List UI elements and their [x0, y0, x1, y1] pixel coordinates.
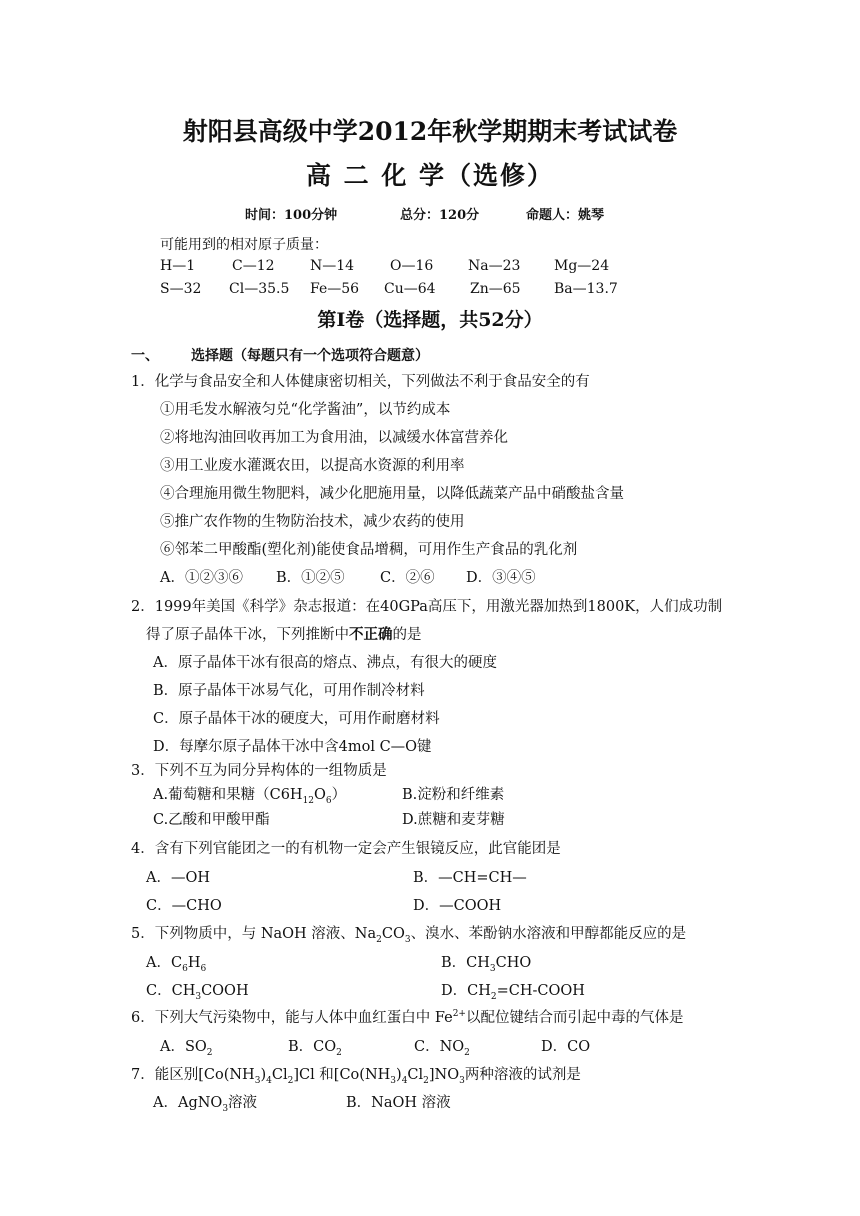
q4-stem: 4．含有下列官能团之一的有机物一定会产生银镜反应，此官能团是 — [131, 841, 561, 857]
subscript: 3 — [404, 934, 411, 945]
q5-option-a-text: A．C — [146, 955, 183, 971]
mass-item: Na—23 — [468, 258, 521, 274]
subscript: 2 — [206, 1047, 213, 1058]
q7-stem: 7．能区别$[Co(NH_3)_4Cl_2]Cl$ 和$[Co(NH_3)_4Cl_2]NO_3$两种溶液的试剂是 — [131, 1067, 581, 1086]
q5-stem-part: 、溴水、苯酚钠水溶液和甲醇都能反应的是 — [410, 926, 687, 942]
subscript: 3 — [390, 1075, 397, 1086]
q3-option-d: D.蔗糖和麦芽糖 — [402, 812, 505, 828]
q5-option-c-text: C．CH — [146, 983, 196, 999]
q7-stem-part: 7．能区别[Co(NH — [131, 1067, 255, 1083]
q6-stem-part: 以配位键结合而引起中毒的气体是 — [465, 1010, 684, 1026]
mass-item: C—12 — [232, 258, 275, 274]
q2-stem: 2．1999年美国《科学》杂志报道：在40GPa高压下，用激光器加热到1800K，人们成功制 — [131, 599, 723, 615]
q5-stem — [131, 922, 686, 945]
exam-author: 命题人：姚琴 — [526, 208, 605, 223]
exam-score: 总分：120分 — [400, 208, 480, 223]
subscript: 6 — [182, 963, 188, 974]
q7-option-b: B．NaOH 溶液 — [346, 1095, 451, 1111]
q5-stem-part: 5．下列物质中，与 NaOH 溶液、Na — [131, 926, 377, 942]
q7-option-a-text: A．AgNO — [153, 1095, 223, 1111]
q3-stem: 3．下列不互为同分异构体的一组物质是 — [131, 763, 387, 779]
subscript: 3 — [459, 1075, 465, 1086]
q2-stem-part: 得了原子晶体干冰，下列推断中 — [146, 627, 349, 643]
q1-item: ④合理施用微生物肥料，减少化肥施用量，以降低蔬菜产品中硝酸盐含量 — [160, 486, 624, 502]
q1-option-d: D．③④⑤ — [466, 570, 536, 586]
q1-item: ②将地沟油回收再加工为食用油，以减缓水体富营养化 — [160, 430, 508, 446]
subscript: 2 — [464, 1047, 470, 1058]
mass-item: Cu—64 — [384, 281, 436, 297]
mass-item: N—14 — [310, 258, 355, 274]
q6-option-d: D．CO — [541, 1039, 591, 1055]
q1-item: ⑥邻苯二甲酸酯(塑化剂)能使食品增稠，可用作生产食品的乳化剂 — [160, 542, 578, 558]
q1-option-b: B．①②⑤ — [276, 570, 345, 586]
q6-option-c — [414, 1035, 470, 1058]
part-title: 选择题（每题只有一个选项符合题意） — [191, 348, 429, 364]
subscript: 6 — [200, 963, 207, 974]
subscript: 3 — [489, 963, 496, 974]
q5-option-b-text: B．CH — [441, 955, 490, 971]
q3-option-b: B.淀粉和纤维素 — [402, 787, 505, 803]
q5-option-c: C．$CH_3COOH$ — [146, 983, 249, 1002]
section-title: 第Ⅰ卷（选择题，共52分） — [317, 309, 543, 331]
q6-stem — [131, 1006, 683, 1027]
q3-option-a-text: A.葡萄糖和果糖（C — [153, 787, 281, 803]
q6-stem-part: 6．下列大气污染物中，能与人体中血红蛋白中 Fe — [131, 1010, 453, 1026]
exam-time: 时间：100分钟 — [245, 208, 338, 223]
mass-item: Cl—35.5 — [229, 281, 290, 297]
q6-option-b-text: B．CO — [288, 1039, 337, 1055]
q6-option-a — [160, 1035, 213, 1058]
q7-option-a: A．AgNO$_3$溶液 — [153, 1095, 258, 1114]
q6-option-b — [288, 1035, 342, 1058]
mass-item: Ba—13.7 — [554, 281, 618, 297]
mass-item: Mg—24 — [554, 258, 610, 274]
q4-option-b: B．—CH=CH— — [413, 870, 527, 886]
subscript: 3 — [222, 1103, 229, 1114]
subscript: 3 — [195, 991, 202, 1002]
q6-option-a-text: A．SO — [160, 1039, 207, 1055]
q1-option-a: A．①②③⑥ — [160, 570, 243, 586]
q5-option-a: A．$C_6H_6$ — [146, 955, 207, 974]
subscript: 4 — [401, 1075, 408, 1086]
q1-item: ③用工业废水灌溉农田，以提高水资源的利用率 — [160, 458, 465, 474]
part-number: 一、 — [131, 348, 159, 364]
mass-item: Zn—65 — [470, 281, 521, 297]
q2-option-b: B．原子晶体干冰易气化，可用作制冷材料 — [153, 683, 425, 699]
superscript: 2+ — [452, 1009, 466, 1020]
q6-option-c-text: C．NO — [414, 1039, 465, 1055]
subscript: 2 — [423, 1075, 429, 1086]
masses-label: 可能用到的相对原子质量： — [160, 237, 328, 253]
q2-stem-part: 的是 — [392, 627, 422, 643]
q5-option-d-text: D．CH — [441, 983, 491, 999]
q5-option-b: B．$CH_3CHO$ — [441, 955, 532, 974]
mass-item: O—16 — [390, 258, 434, 274]
q2-emphasis: 不正确 — [349, 626, 393, 643]
subscript: 2 — [336, 1047, 342, 1058]
q1-item: ①用毛发水解液匀兑“化学酱油”，以节约成本 — [160, 402, 451, 418]
q1-stem: 1．化学与食品安全和人体健康密切相关，下列做法不利于食品安全的有 — [131, 374, 590, 390]
q1-option-c: C．②⑥ — [380, 570, 435, 586]
subscript: 2 — [376, 934, 382, 945]
q2-option-c: C．原子晶体干冰的硬度大，可用作耐磨材料 — [153, 711, 440, 727]
q4-option-a: A．—OH — [146, 870, 211, 886]
subscript: 4 — [266, 1075, 272, 1086]
q4-option-d: D．—COOH — [413, 898, 502, 914]
q4-option-c: C．—CHO — [146, 898, 222, 914]
q2-option-d: D．每摩尔原子晶体干冰中含4mol C—O键 — [153, 739, 432, 755]
exam-subtitle: 高 二 化 学（选修） — [305, 161, 555, 190]
exam-title: 射阳县高级中学2012年秋学期期末考试试卷 — [182, 117, 678, 146]
subscript: 3 — [254, 1075, 261, 1086]
q5-option-d: D．$CH_2=CH$-COOH — [441, 983, 585, 1002]
q5-stem-part: CO — [381, 926, 405, 942]
q1-item: ⑤推广农作物的生物防治技术，减少农药的使用 — [160, 514, 465, 530]
q3-option-c: C.乙酸和甲酸甲酯 — [153, 812, 270, 828]
mass-item: H—1 — [160, 258, 196, 274]
mass-item: Fe—56 — [310, 281, 360, 297]
mass-item: S—32 — [160, 281, 202, 297]
subscript: 2 — [287, 1075, 294, 1086]
q3-option-a: A.葡萄糖和果糖$(C6H_{12}O_6)$ — [153, 787, 347, 806]
q2-stem-cont — [146, 623, 422, 644]
q2-option-a: A．原子晶体干冰有很高的熔点、沸点，有很大的硬度 — [153, 655, 497, 671]
subscript: 2 — [490, 991, 497, 1002]
